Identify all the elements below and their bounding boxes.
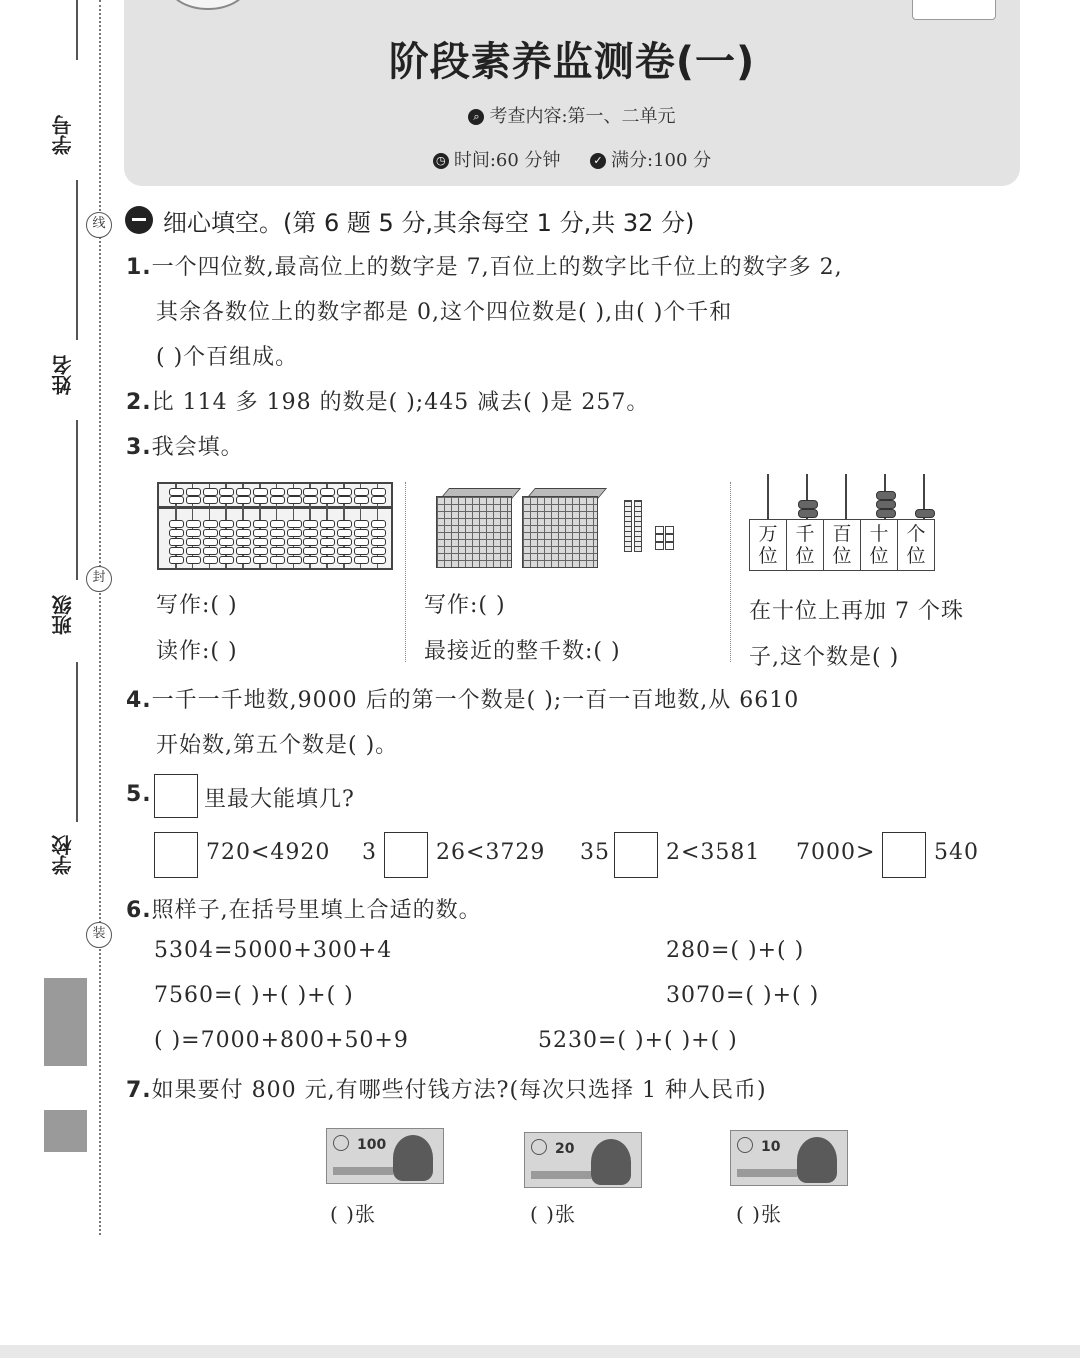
- abacus-bead: [186, 488, 201, 496]
- side-label-class: 班级: [51, 595, 75, 635]
- emblem-icon: [333, 1135, 349, 1151]
- abacus-bead: [219, 538, 234, 546]
- q5-item3-suffix: 2<3581: [666, 840, 761, 865]
- abacus-bead: [320, 488, 335, 496]
- q4-text1: 一千一千地数,9000 后的第一个数是( );一百一百地数,从 6610: [151, 688, 800, 713]
- thousand-cube-1: [436, 496, 512, 568]
- abacus-bead: [253, 520, 268, 528]
- unit-cube-6: [665, 542, 674, 550]
- binding-line: [99, 0, 101, 1235]
- side-label-school: 学校: [51, 835, 75, 875]
- abacus-bead: [337, 556, 352, 564]
- section-number-badge: [125, 206, 153, 234]
- abacus-bead: [320, 547, 335, 555]
- abacus-bead: [371, 520, 386, 528]
- abacus-bead: [219, 547, 234, 555]
- abacus-bead: [186, 529, 201, 537]
- abacus-bead: [253, 538, 268, 546]
- unit-cube-2: [665, 526, 674, 534]
- abacus-bead: [303, 529, 318, 537]
- gray-block-top: [44, 978, 87, 1066]
- abacus-bead: [203, 488, 218, 496]
- abacus-bead: [337, 529, 352, 537]
- seal-tie: 装: [86, 922, 112, 948]
- q5-answer-box-1[interactable]: [154, 832, 198, 878]
- counter-rod-ten-thousands: [767, 474, 769, 520]
- abacus-bead: [236, 488, 251, 496]
- figure-divider-1: [405, 482, 406, 662]
- abacus-bead: [203, 496, 218, 504]
- abacus-bead: [236, 520, 251, 528]
- abacus-bead: [169, 556, 184, 564]
- q4-line2: 开始数,第五个数是( )。: [156, 733, 399, 758]
- time-score-info: [124, 146, 1020, 172]
- banknote-strip: [531, 1171, 591, 1179]
- place-tens: 十位: [861, 520, 898, 571]
- abacus-bead: [253, 547, 268, 555]
- q5-title-box: [154, 774, 198, 818]
- abacus-bead: [337, 538, 352, 546]
- abacus-bead: [337, 496, 352, 504]
- unit-cube-4: [665, 534, 674, 542]
- unit-cube-5: [655, 542, 664, 550]
- place-ten-thousands: 万位: [750, 520, 787, 571]
- banknote-10: [730, 1130, 848, 1186]
- abacus-bead: [186, 556, 201, 564]
- abacus-bead: [371, 488, 386, 496]
- banknote-10-value: 10: [761, 1139, 781, 1155]
- unit-cube-3: [655, 534, 664, 542]
- abacus-bead: [287, 496, 302, 504]
- q3-number: 3.: [126, 435, 152, 460]
- abacus-bead: [253, 556, 268, 564]
- q5-item3-prefix: 35: [580, 840, 610, 865]
- abacus-bead: [236, 496, 251, 504]
- q2-text1: 比 114 多 198 的数是( );445 减去( )是 257。: [151, 390, 650, 415]
- abacus-bead: [169, 547, 184, 555]
- score-text: 满分:100 分: [611, 150, 712, 171]
- q6-row2-right: 3070=( )+( ): [666, 983, 820, 1008]
- q6-example: 5304=5000+300+4: [154, 938, 393, 963]
- q5-number: 5.: [126, 782, 152, 807]
- q7-number: 7.: [126, 1078, 152, 1103]
- abacus-bead: [203, 538, 218, 546]
- abacus-bead: [253, 488, 268, 496]
- abacus-bead: [270, 520, 285, 528]
- q3b-nearest: 最接近的整千数:( ): [424, 639, 621, 664]
- abacus-bead: [371, 547, 386, 555]
- abacus-bead: [236, 538, 251, 546]
- abacus-bead: [287, 529, 302, 537]
- abacus-bead: [354, 496, 369, 504]
- abacus-bead: [270, 496, 285, 504]
- counter-bead: [876, 491, 896, 500]
- q6-row1-right: 280=( )+( ): [666, 938, 805, 963]
- abacus-bead: [270, 529, 285, 537]
- portrait-icon: [591, 1139, 631, 1185]
- abacus-bead: [186, 538, 201, 546]
- q5-item4-prefix: 7000>: [796, 840, 876, 865]
- emblem-icon: [531, 1139, 547, 1155]
- abacus-bead: [354, 556, 369, 564]
- banknote-100-value: 100: [357, 1137, 387, 1153]
- banknote-strip: [333, 1167, 393, 1175]
- abacus-bead: [303, 556, 318, 564]
- q3a-write: 写作:( ): [156, 593, 238, 618]
- abacus-bead: [169, 496, 184, 504]
- place-value-table: [749, 519, 935, 571]
- place-ones: 个位: [898, 520, 935, 571]
- place-value-row: [750, 520, 935, 571]
- q5-title: 里最大能填几?: [204, 787, 355, 812]
- thousand-cube-2: [522, 496, 598, 568]
- abacus-bead: [287, 488, 302, 496]
- gray-block-bottom: [44, 1110, 87, 1152]
- abacus-bead: [270, 488, 285, 496]
- q4-number: 4.: [126, 688, 152, 713]
- abacus-bead: [169, 529, 184, 537]
- q5-answer-box-2[interactable]: [384, 832, 428, 878]
- abacus-bead: [270, 556, 285, 564]
- seal-line: 线: [86, 212, 112, 238]
- bottom-bar: [0, 1345, 1080, 1358]
- q1-text1: 一个四位数,最高位上的数字是 7,百位上的数字比千位上的数字多 2,: [151, 255, 843, 280]
- banknote-20-value: 20: [555, 1141, 575, 1157]
- abacus-bead: [169, 538, 184, 546]
- abacus-bead: [219, 529, 234, 537]
- q5-answer-box-4[interactable]: [882, 832, 926, 878]
- counter-bead: [798, 500, 818, 509]
- search-icon: ⌕: [468, 109, 484, 125]
- abacus-bead: [320, 538, 335, 546]
- abacus-bead: [354, 488, 369, 496]
- abacus-bead: [303, 488, 318, 496]
- counter-bead: [915, 509, 935, 518]
- abacus-bead: [219, 556, 234, 564]
- q6-row2-left: 7560=( )+( )+( ): [154, 983, 354, 1008]
- abacus-bead: [203, 547, 218, 555]
- q1-line1: [126, 250, 843, 281]
- q6-number: 6.: [126, 898, 152, 923]
- counter-bead: [876, 509, 896, 518]
- abacus-bead: [186, 547, 201, 555]
- abacus-bead: [270, 547, 285, 555]
- figure-divider-2: [730, 482, 731, 662]
- abacus-bead: [337, 520, 352, 528]
- abacus-bead: [219, 496, 234, 504]
- ten-rod-2: [634, 500, 642, 552]
- q5-item1-suffix: 720<4920: [206, 840, 331, 865]
- page-title: 阶段素养监测卷(一): [388, 39, 756, 85]
- abacus-bead: [219, 488, 234, 496]
- q2-line1: [126, 385, 649, 416]
- q6-row3-right: 5230=( )+( )+( ): [538, 1028, 738, 1053]
- abacus-bead: [203, 520, 218, 528]
- abacus-bead: [371, 496, 386, 504]
- scope-info: [124, 102, 1020, 128]
- abacus-bead: [337, 547, 352, 555]
- abacus-figure: [157, 482, 393, 570]
- abacus-bead: [303, 496, 318, 504]
- abacus-bead: [320, 529, 335, 537]
- unit-cube-1: [655, 526, 664, 534]
- abacus-bead: [303, 547, 318, 555]
- school-line-top: [76, 662, 78, 822]
- abacus-bead: [287, 547, 302, 555]
- abacus-bead: [236, 556, 251, 564]
- q2-number: 2.: [126, 390, 152, 415]
- q7-answer-20: ( )张: [530, 1202, 576, 1226]
- q5-item2-suffix: 26<3729: [436, 840, 546, 865]
- abacus-bead: [354, 520, 369, 528]
- abacus-bead: [186, 520, 201, 528]
- place-thousands: 千位: [787, 520, 824, 571]
- abacus-bead: [287, 556, 302, 564]
- abacus-bead: [203, 529, 218, 537]
- q6-row3-left: ( )=7000+800+50+9: [154, 1028, 409, 1053]
- check-icon: ✓: [590, 153, 606, 169]
- abacus-bead: [303, 520, 318, 528]
- abacus-bead: [186, 496, 201, 504]
- abacus-bead: [253, 529, 268, 537]
- q3c-line1: 在十位上再加 7 个珠: [749, 599, 964, 624]
- counter-rod-hundreds: [845, 474, 847, 520]
- time-text: 时间:60 分钟: [453, 150, 561, 171]
- counter-bead: [876, 500, 896, 509]
- abacus-bead: [371, 538, 386, 546]
- abacus-bead: [337, 488, 352, 496]
- abacus-bead: [320, 520, 335, 528]
- abacus-bead: [287, 520, 302, 528]
- q1-number: 1.: [126, 255, 152, 280]
- abacus-bead: [354, 538, 369, 546]
- scope-text: 考查内容:第一、二单元: [489, 106, 676, 127]
- student-no-line: [76, 0, 78, 60]
- abacus-bead: [270, 538, 285, 546]
- q6-line1: [126, 893, 482, 924]
- abacus-bead: [354, 529, 369, 537]
- abacus-bead: [371, 529, 386, 537]
- q3a-read: 读作:( ): [156, 639, 238, 664]
- abacus-bead: [303, 538, 318, 546]
- banknote-strip: [737, 1169, 797, 1177]
- portrait-icon: [797, 1137, 837, 1183]
- emblem-icon: [737, 1137, 753, 1153]
- clock-icon: ◷: [433, 153, 449, 169]
- banknote-100: [326, 1128, 444, 1184]
- abacus-bead: [287, 538, 302, 546]
- banknote-20: [524, 1132, 642, 1188]
- abacus-bead: [219, 520, 234, 528]
- name-line-top: [76, 180, 78, 340]
- q5-answer-box-3[interactable]: [614, 832, 658, 878]
- abacus-bead: [203, 556, 218, 564]
- q5-line1: [126, 782, 152, 807]
- q3b-write: 写作:( ): [424, 593, 506, 618]
- abacus-bead: [320, 556, 335, 564]
- score-box: [912, 0, 996, 20]
- q7-line1: [126, 1073, 767, 1104]
- abacus-bead: [253, 496, 268, 504]
- abacus-bead: [371, 556, 386, 564]
- q7-answer-10: ( )张: [736, 1202, 782, 1226]
- abacus-bead: [236, 547, 251, 555]
- abacus-bead: [236, 529, 251, 537]
- ten-rod-1: [624, 500, 632, 552]
- q3-title: 我会填。: [151, 435, 244, 460]
- q5-item4-suffix: 540: [934, 840, 979, 865]
- section-title: 细心填空。(第 6 题 5 分,其余每空 1 分,共 32 分): [163, 209, 695, 237]
- q1-line2: 其余各数位上的数字都是 0,这个四位数是( ),由( )个千和: [156, 300, 733, 325]
- abacus-bead: [320, 496, 335, 504]
- side-label-name: 姓名: [51, 355, 75, 395]
- abacus-bead: [354, 547, 369, 555]
- q6-title: 照样子,在括号里填上合适的数。: [151, 898, 482, 923]
- abacus-bead: [169, 520, 184, 528]
- class-line-top: [76, 420, 78, 580]
- q4-line1: [126, 683, 799, 714]
- seal-seal: 封: [86, 566, 112, 592]
- q5-item2-prefix: 3: [362, 840, 377, 865]
- q3-line1: [126, 430, 244, 461]
- portrait-icon: [393, 1135, 433, 1181]
- counter-bead: [798, 509, 818, 518]
- q3c-line2: 子,这个数是( ): [749, 645, 900, 670]
- q7-answer-100: ( )张: [330, 1202, 376, 1226]
- abacus-bead: [169, 488, 184, 496]
- place-hundreds: 百位: [824, 520, 861, 571]
- q1-line3: ( )个百组成。: [156, 345, 299, 370]
- side-label-student-no: 学号: [51, 115, 75, 155]
- q7-title: 如果要付 800 元,有哪些付钱方法?(每次只选择 1 种人民币): [151, 1078, 767, 1103]
